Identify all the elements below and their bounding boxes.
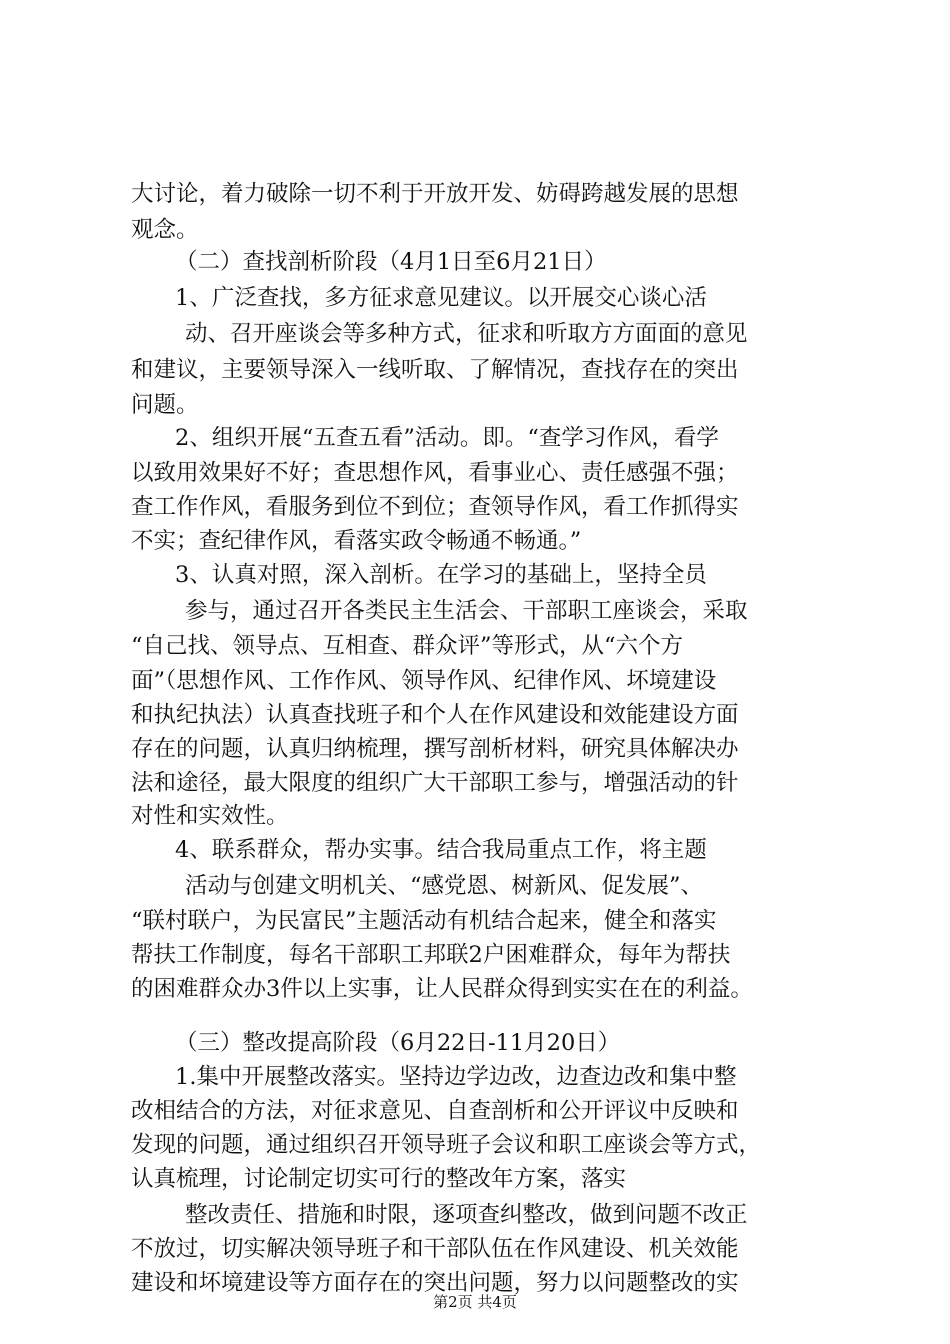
- body-line: 1、广泛查找，多方征求意见建议。以开展交心谈心活: [175, 285, 707, 311]
- body-line: 问题。: [131, 392, 199, 418]
- body-line: “自己找、领导点、互相查、群众评”等形式，从“六个方: [131, 633, 684, 659]
- section-heading: （二）查找剖析阶段（4月1日至6月21日）: [175, 249, 607, 275]
- body-line: 3、认真对照，深入剖析。在学习的基础上，坚持全员: [175, 562, 707, 588]
- body-line: 发现的问题，通过组织召开领导班子会议和职工座谈会等方式，: [131, 1132, 762, 1158]
- body-line: 大讨论，着力破除一切不利于开放开发、妨碍跨越发展的思想: [131, 181, 739, 207]
- body-line: 法和途径，最大限度的组织广大干部职工参与，增强活动的针: [131, 770, 739, 796]
- body-line: 动、召开座谈会等多种方式，征求和听取方方面面的意见: [185, 321, 748, 347]
- body-line: 查工作作风，看服务到位不到位；查领导作风，看工作抓得实: [131, 494, 739, 520]
- body-line: 和执纪执法）认真查找班子和个人在作风建设和效能建设方面: [131, 702, 739, 728]
- body-line: 参与，通过召开各类民主生活会、干部职工座谈会，采取: [185, 598, 748, 624]
- body-line: 存在的问题，认真归纳梳理，撰写剖析材料，研究具体解决办: [131, 736, 739, 762]
- body-line: 建设和坏境建设等方面存在的突出问题，努力以问题整改的实: [131, 1270, 739, 1296]
- page-number: 第2页 共4页: [433, 1293, 517, 1311]
- body-line: 不放过，切实解决领导班子和干部队伍在作风建设、机关效能: [131, 1236, 739, 1262]
- body-line: 2、组织开展“五查五看”活动。即。“查学习作风，看学: [175, 425, 719, 451]
- body-line: “联村联户，为民富民”主题活动有机结合起来，健全和落实: [131, 908, 717, 934]
- body-line: 面”（思想作风、工作作风、领导作风、纪律作风、坏境建设: [131, 668, 717, 694]
- body-line: 不实；查纪律作风，看落实政令畅通不畅通。”: [131, 528, 582, 554]
- body-line: 认真梳理，讨论制定切实可行的整改年方案，落实: [131, 1166, 627, 1192]
- body-line: 和建议，主要领导深入一线听取、了解情况，查找存在的突出: [131, 357, 739, 383]
- body-line: 改相结合的方法，对征求意见、自查剖析和公开评议中反映和: [131, 1098, 739, 1124]
- body-line: 观念。: [131, 217, 199, 243]
- body-line: 活动与创建文明机关、“感党恩、树新风、促发展”、: [185, 873, 704, 899]
- section-heading: （三）整改提高阶段（6月22日-11月20日）: [175, 1030, 621, 1056]
- body-line: 整改责任、措施和时限，逐项查纠整改，做到问题不改正: [185, 1202, 748, 1228]
- body-line: 帮扶工作制度，每名干部职工邦联2户困难群众，每年为帮扶: [131, 942, 731, 968]
- body-line: 对性和实效性。: [131, 803, 289, 829]
- body-line: 以致用效果好不好；查思想作风，看事业心、责任感强不强；: [131, 460, 739, 486]
- body-line: 的困难群众办3件以上实事，让人民群众得到实实在在的利益。: [131, 976, 753, 1002]
- body-line: 4、联系群众，帮办实事。结合我局重点工作，将主题: [175, 837, 707, 863]
- body-line: 1.集中开展整改落实。坚持边学边改，边查边改和集中整: [175, 1064, 737, 1090]
